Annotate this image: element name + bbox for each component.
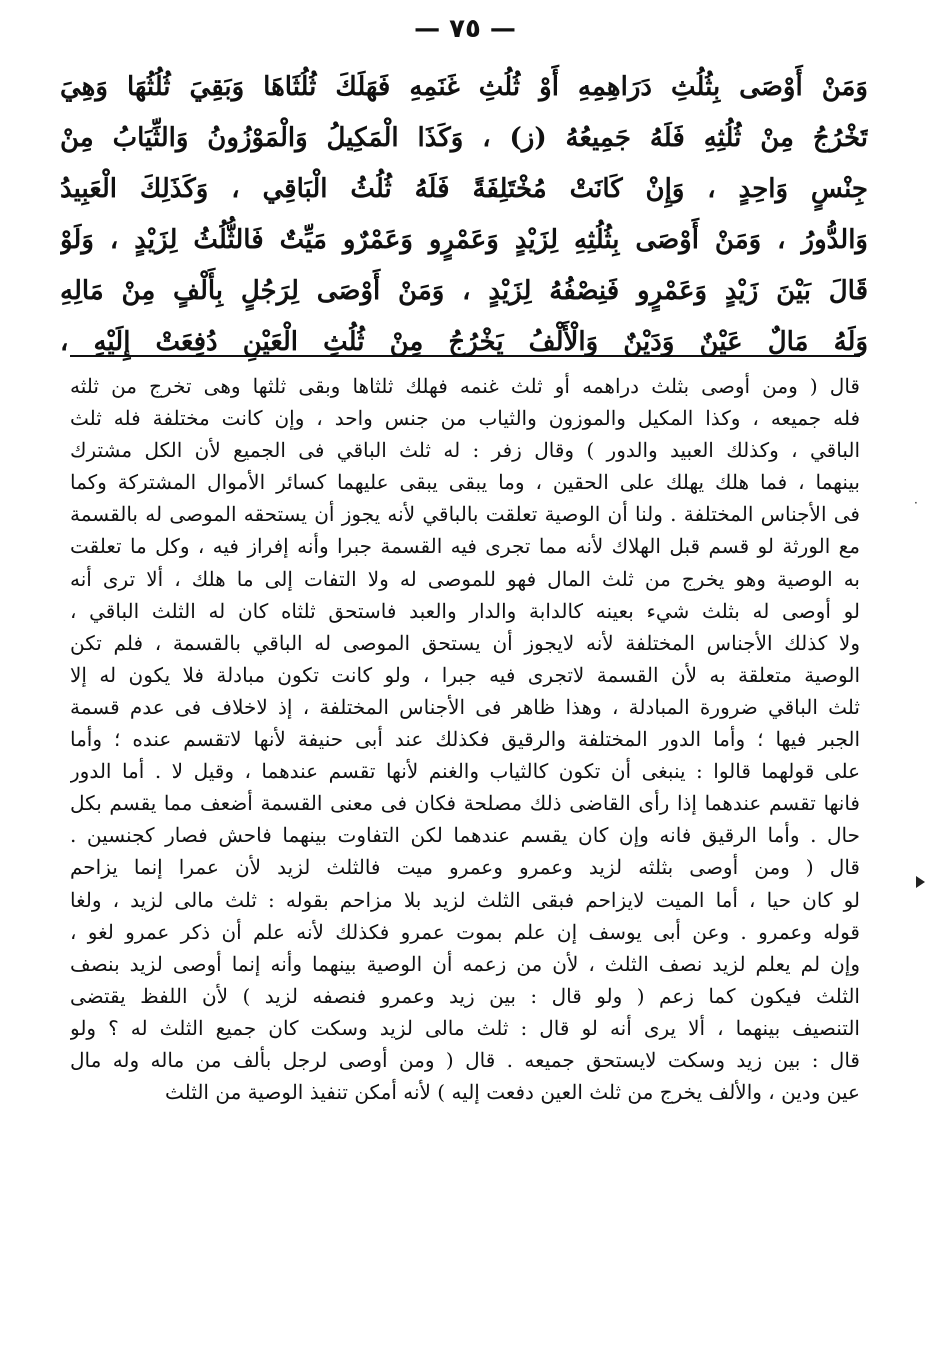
sharh-line: لو كان حيا ، أما الميت لايزاحم فبقى الثلث لزيد بلا مزاحم بقوله : ثلث مالى لزيد ، ولغا <box>70 887 860 912</box>
page-number: — ٧٥ — <box>414 14 516 44</box>
sharh-line: فى الأجناس المختلفة . ولنا أن الوصية تعلقت بالباقي لأنه يجوز أن يستحقه الموصى له بالقسمة <box>70 502 860 527</box>
sharh-line: قال ( ومن أوصى بثلث دراهمه أو ثلث غنمه فهلك ثلثاها وبقى ثلثها وهى تخرج من ثلثه <box>70 374 860 398</box>
sharh-line: لو أوصى له بثلث شيء بعينه كالدابة والدار والعبد فاستحق ثلثاه كان له الثلث الباقي ، <box>70 598 860 623</box>
sharh-line: الباقي ، وكذلك العبيد والدور ) وقال زفر : له ثلث الباقي فى الجميع لأن الكل مشترك <box>70 438 860 463</box>
sharh-line: الوصية متعلقة به لأن القسمة لاتجرى فيه جبرا ، ولو كانت تكون مبادلة فلا يكون له إلا <box>70 662 860 687</box>
sharh-line: عين ودين ، والألف يخرج من ثلث العين دفعت إليه ) لأنه أمكن تنفيذ الوصية من الثلث <box>165 1080 860 1105</box>
sharh-text-block <box>70 370 860 1108</box>
matn-line: وَالدُّورُ ، وَمَنْ أَوْصَى بِثُلُثِهِ لِزَيْدٍ وَعَمْرٍو وَعَمْرٌو مَيِّتٌ فَالثُّلُثُ لِزَيْدٍ ، وَلَوْ <box>60 225 868 255</box>
sharh-line: قال : بين زيد وسكت لايستحق جميعه . قال ( ومن أوصى لرجل بألف من ماله وله مال <box>70 1047 860 1072</box>
margin-arrow-marker <box>916 876 925 888</box>
matn-line: جِنْسٍ وَاحِدٍ ، وَإِنْ كَانَتْ مُخْتَلِفَةً فَلَهُ ثُلُثُ الْبَاقِي ، وَكَذَلِكَ الْعَبِيدُ <box>60 174 868 204</box>
section-divider <box>70 355 860 357</box>
sharh-line: به الوصية وهو يخرج من ثلث المال فهو للموصى له ولا التفات إلى ما هلك ، ألا ترى أنه <box>70 566 860 591</box>
sharh-line: حال . وأما الرقيق فانه وإن كان يقسم عندهما لكن التفاوت بينهما فاحش فصار كجنسين . <box>70 823 860 848</box>
sharh-line: وإن لم يعلم لزيد نصف الثلث ، لأن من زعمه أن الوصية بينهما وأنه إنما أوصى لزيد بنصف <box>70 951 860 976</box>
sharh-line: فله جميعه ، وكذا المكيل والموزون والثياب من جنس واحد ، وإن كانت مختلفة فله ثلث <box>70 406 860 431</box>
matn-line: تَخْرُجُ مِنْ ثُلُثِهِ فَلَهُ جَمِيعُهُ (ز) ، وَكَذَا الْمَكِيلُ وَالْمَوْزُونُ وَالثِّيَابُ مِنْ <box>60 123 868 153</box>
sharh-line: ولا كذلك الأجناس المختلفة لأنه لايجوز أن يستحق الموصى له الباقي بالقسمة ، فلم تكن <box>70 630 860 655</box>
sharh-line: قال ( ومن أوصى بثلثه لزيد وعمرو وعمرو ميت فالثلث لزيد لأن عمرا إنما يزاحم <box>70 855 860 880</box>
margin-tick-mark: · <box>914 496 918 510</box>
matn-line: وَمَنْ أَوْصَى بِثُلُثِ دَرَاهِمِهِ أَوْ ثُلُثِ غَنَمِهِ فَهَلَكَ ثُلُثَاهَا وَبَقِيَ ثُلُثُهَا وَهِيَ <box>60 72 868 102</box>
sharh-line: الجبر فيها ؛ وأما الدور المختلفة والرقيق فكذلك عند أبى حنيفة لأنها لاتقسم عنده ؛ وأما <box>70 727 860 752</box>
sharh-line: الثلث فيكون كما زعم ( ولو قال : بين زيد وعمرو فنصفه لزيد ) لأن اللفظ يقتضى <box>70 983 860 1008</box>
matn-text-block <box>60 62 868 368</box>
sharh-line: بينهما ، فما هلك يهلك على الحقين ، وما يبقى يبقى عليهما كسائر الأموال المشتركة وكما <box>70 470 860 495</box>
sharh-line: على قولهما قالوا : ينبغى أن تكون كالثياب والغنم لأنها تقسم عندهما ، وقيل لا . أما الدور <box>70 759 860 784</box>
sharh-line: قوله وعمرو . وعن أبى يوسف إن علم بموت عمرو فكذلك لأنه علم أن ذكر عمرو لغو ، <box>70 919 860 944</box>
sharh-line: ثلث الباقي ضرورة المبادلة ، وهذا ظاهر فى الأجناس المختلفة ، إذ لاخلاف فى عدم قسمة <box>70 694 860 719</box>
matn-line: قَالَ بَيْنَ زَيْدٍ وَعَمْرٍو فَنِصْفُهُ لِزَيْدٍ ، وَمَنْ أَوْصَى لِرَجُلٍ بِأَلْفٍ مِنْ مَالِهِ <box>60 276 868 306</box>
sharh-line: فانها تقسم عندهما إذا رأى القاضى ذلك مصلحة فكان فى معنى القسمة أضعف مما يقسم بكل <box>70 791 860 816</box>
sharh-line: مع الورثة لو قسم قبل الهلاك لأنه مما تجرى فيه القسمة جبرا وأنه إفراز فيه ، وكل ما تعلقت <box>70 534 860 559</box>
matn-line: وَلَهُ مَالٌ عَيْنٌ وَدَيْنٌ وَالْأَلْفُ يَخْرُجُ مِنْ ثُلُثِ الْعَيْنِ دُفِعَتْ إِلَيْهِ ، <box>60 327 868 357</box>
sharh-line: التنصيف بينهما ، ألا يرى أنه لو قال : ثلث مالى لزيد وسكت كان جميع الثلث له ؟ ولو <box>70 1015 860 1040</box>
